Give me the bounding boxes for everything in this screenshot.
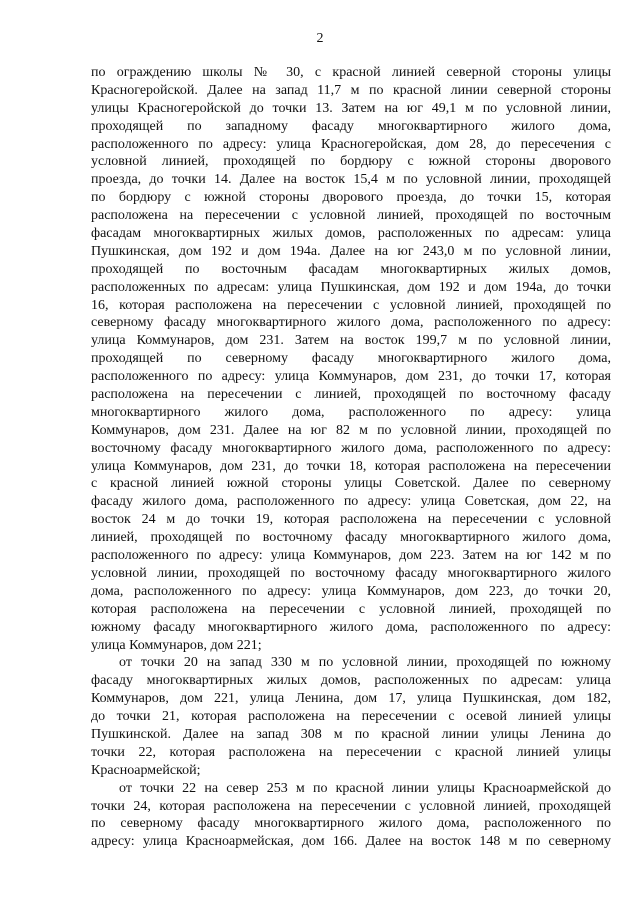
- text-line: расположена на пересечении с условной линией, проходящей по восточным: [91, 208, 611, 224]
- text-line: от точки 20 на запад 330 м по условной линии, проходящей по южному: [119, 655, 611, 671]
- text-line: фасаду жилого дома, расположенного по адресу: улица Советская, дом 22, на: [91, 494, 611, 510]
- text-line: проходящей по восточным фасадам многоквартирных жилых домов,: [91, 261, 611, 277]
- page-number: 2: [316, 31, 324, 46]
- text-line: южному фасаду многоквартирного жилого дома, расположенного по адресу:: [91, 619, 611, 635]
- text-line: точки 24, которая расположена на пересечении с условной линией, проходящей: [91, 798, 611, 814]
- text-line: восточному фасаду многоквартирного жилого дома, расположенного по адресу:: [91, 440, 611, 456]
- text-line: точки 22, которая расположена на пересечении с красной линией улицы: [91, 744, 611, 760]
- text-line: с красной линией южной стороны улицы Советской. Далее по северному: [91, 476, 611, 492]
- text-line: по бордюру с южной стороны дворового проезда, до точки 15, которая: [91, 190, 611, 206]
- text-line: 16, которая расположена на пересечении с условной линией, проходящей по: [91, 297, 611, 313]
- text-line: фасадам многоквартирных жилых домов, расположенных по адресам: улица: [91, 226, 611, 242]
- text-line: которая расположена на пересечении с условной линией, проходящей по: [91, 601, 611, 617]
- text-line: расположенных по адресам: улица Пушкинская, дом 192 и дом 194а, до точки: [91, 279, 611, 295]
- text-line: улица Коммунаров, дом 231. Затем на восток 199,7 м по условной линии,: [91, 333, 611, 349]
- text-line: улицы Красногеройской до точки 13. Затем на юг 49,1 м по условной линии,: [91, 100, 611, 116]
- text-line: Коммунаров, дом 231. Далее на юг 82 м по условной линии, проходящей по: [91, 422, 611, 438]
- text-line: по северному фасаду многоквартирного жилого дома, расположенного по: [91, 816, 611, 832]
- text-line: условной линии, проходящей по восточному фасаду многоквартирного жилого: [91, 565, 611, 581]
- text-line: до точки 21, которая расположена на пересечении с осевой линией улицы: [91, 709, 611, 725]
- text-line: линией, проходящей по восточному фасаду многоквартирного жилого дома,: [91, 530, 611, 546]
- text-line: улица Коммунаров, дом 231, до точки 18, которая расположена на пересечении: [91, 458, 611, 474]
- text-line: Красногеройской. Далее на запад 11,7 м по красной линии северной стороны: [91, 82, 611, 98]
- text-line: улица Коммунаров, дом 221;: [91, 637, 262, 653]
- text-line: проходящей по северному фасаду многоквартирного жилого дома,: [91, 351, 611, 367]
- text-line: многоквартирного жилого дома, расположенного по адресу: улица: [91, 404, 611, 420]
- text-line: условной линией, проходящей по бордюру с южной стороны дворового: [91, 154, 611, 170]
- text-line: расположенного по адресу: улица Красногеройская, дом 28, до пересечения с: [91, 136, 611, 152]
- text-line: Пушкинская, дом 192 и дом 194а. Далее на юг 243,0 м по условной линии,: [91, 243, 611, 259]
- text-line: проходящей по западному фасаду многоквартирного жилого дома,: [91, 118, 611, 134]
- text-line: расположенного по адресу: улица Коммунаров, дом 231, до точки 17, которая: [91, 369, 611, 385]
- text-line: проезда, до точки 14. Далее на восток 15,4 м по условной линии, проходящей: [91, 172, 611, 188]
- document-body: [91, 64, 611, 851]
- text-line: восток 24 м до точки 19, которая расположена на пересечении с условной: [91, 512, 611, 528]
- text-line: северному фасаду многоквартирного жилого дома, расположенного по адресу:: [91, 315, 611, 331]
- text-line: по ограждению школы № 30, с красной линией северной стороны улицы: [91, 65, 611, 80]
- text-line: адресу: улица Красноармейская, дом 166. Далее на восток 148 м по северному: [91, 834, 611, 850]
- text-line: Коммунаров, дом 221, улица Ленина, дом 17, улица Пушкинская, дом 182,: [91, 691, 611, 707]
- text-line: дома, расположенного по адресу: улица Коммунаров, дом 223, до точки 20,: [91, 583, 611, 599]
- text-line: расположенного по адресу: улица Коммунаров, дом 223. Затем на юг 142 м по: [91, 548, 611, 564]
- text-line: Пушкинской. Далее на запад 308 м по красной линии улицы Ленина до: [91, 726, 611, 742]
- text-line: от точки 22 на север 253 м по красной линии улицы Красноармейской до: [119, 780, 611, 796]
- text-line: фасаду многоквартирных жилых домов, расположенных по адресам: улица: [91, 673, 611, 689]
- text-line: расположена на пересечении с линией, проходящей по восточному фасаду: [91, 387, 611, 403]
- text-line: Красноармейской;: [91, 762, 201, 778]
